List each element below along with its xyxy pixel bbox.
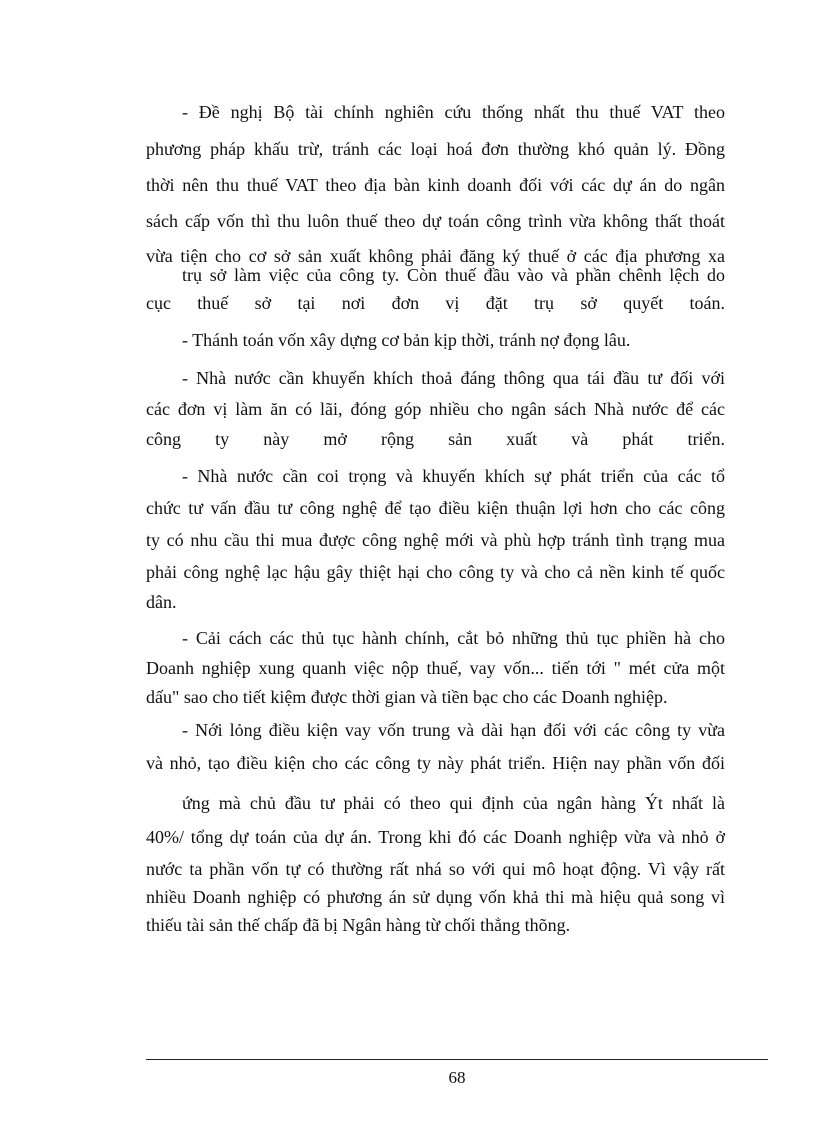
text-line: 40%/ tổng dự toán của dự án. Trong khi đó các Doanh nghiệp vừa và nhỏ ở: [146, 827, 725, 847]
text-line: - Nhà nước cần khuyến khích thoả đáng thông qua tái đầu tư đối với: [182, 368, 725, 388]
text-line: nhiều Doanh nghiệp có phương án sử dụng vốn khả thi mà hiệu quả song vì: [146, 887, 725, 907]
text-line: công ty này mở rộng sản xuất và phát triển.: [146, 429, 725, 449]
text-line: thời nên thu thuế VAT theo địa bàn kinh doanh đối với các dự án do ngân: [146, 175, 725, 195]
text-line: - Đề nghị Bộ tài chính nghiên cứu thống nhất thu thuế VAT theo: [182, 102, 725, 122]
text-line: - Cải cách các thủ tục hành chính, cắt bỏ những thủ tục phiền hà cho: [182, 628, 725, 648]
text-line: dấu" sao cho tiết kiệm được thời gian và tiền bạc cho các Doanh nghiệp.: [146, 687, 668, 707]
text-line: ty có nhu cầu thi mua được công nghệ mới và phù hợp tránh tình trạng mua: [146, 530, 725, 550]
text-line: - Thánh toán vốn xây dựng cơ bản kịp thời, tránh nợ đọng lâu.: [182, 330, 631, 350]
text-line: phương pháp khấu trừ, tránh các loại hoá đơn thường khó quản lý. Đồng: [146, 139, 725, 159]
page-number: 68: [448, 1068, 466, 1087]
text-line: cục thuế sở tại nơi đơn vị đặt trụ sở quyết toán.: [146, 293, 725, 313]
text-line: nước ta phần vốn tự có thường rất nhá so với qui mô hoạt động. Vì vậy rất: [146, 859, 725, 879]
text-line: thiếu tài sản thế chấp đã bị Ngân hàng từ chối thẳng thõng.: [146, 915, 571, 935]
text-line: - Nới lỏng điều kiện vay vốn trung và dài hạn đối với các công ty vừa: [182, 720, 725, 740]
text-line: ứng mà chủ đầu tư phải có theo qui định của ngân hàng Ýt nhất là: [182, 793, 725, 813]
text-line: các đơn vị làm ăn có lãi, đóng góp nhiều cho ngân sách Nhà nước để các: [146, 399, 725, 419]
text-line: chức tư vấn đầu tư công nghệ để tạo điều kiện thuận lợi hơn cho các công: [146, 498, 725, 518]
text-line: - Nhà nước cần coi trọng và khuyến khích sự phát triển của các tổ: [182, 466, 725, 486]
text-line: phải công nghệ lạc hậu gây thiệt hại cho công ty và cho cả nền kinh tế quốc: [146, 562, 725, 582]
footer-divider: [146, 1059, 768, 1060]
text-line: vừa tiện cho cơ sở sản xuất không phải đăng ký thuế ở các địa phương xa: [146, 246, 725, 266]
text-line: sách cấp vốn thì thu luôn thuế theo dự toán công trình vừa không thất thoát: [146, 211, 725, 231]
text-line: và nhỏ, tạo điều kiện cho các công ty này phát triển. Hiện nay phần vốn đối: [146, 753, 725, 773]
text-line: Doanh nghiệp xung quanh việc nộp thuế, vay vốn... tiến tới " mét cửa một: [146, 658, 725, 678]
text-line: trụ sở làm việc của công ty. Còn thuế đầu vào và phần chênh lệch do: [182, 265, 725, 285]
text-line: dân.: [146, 592, 177, 612]
